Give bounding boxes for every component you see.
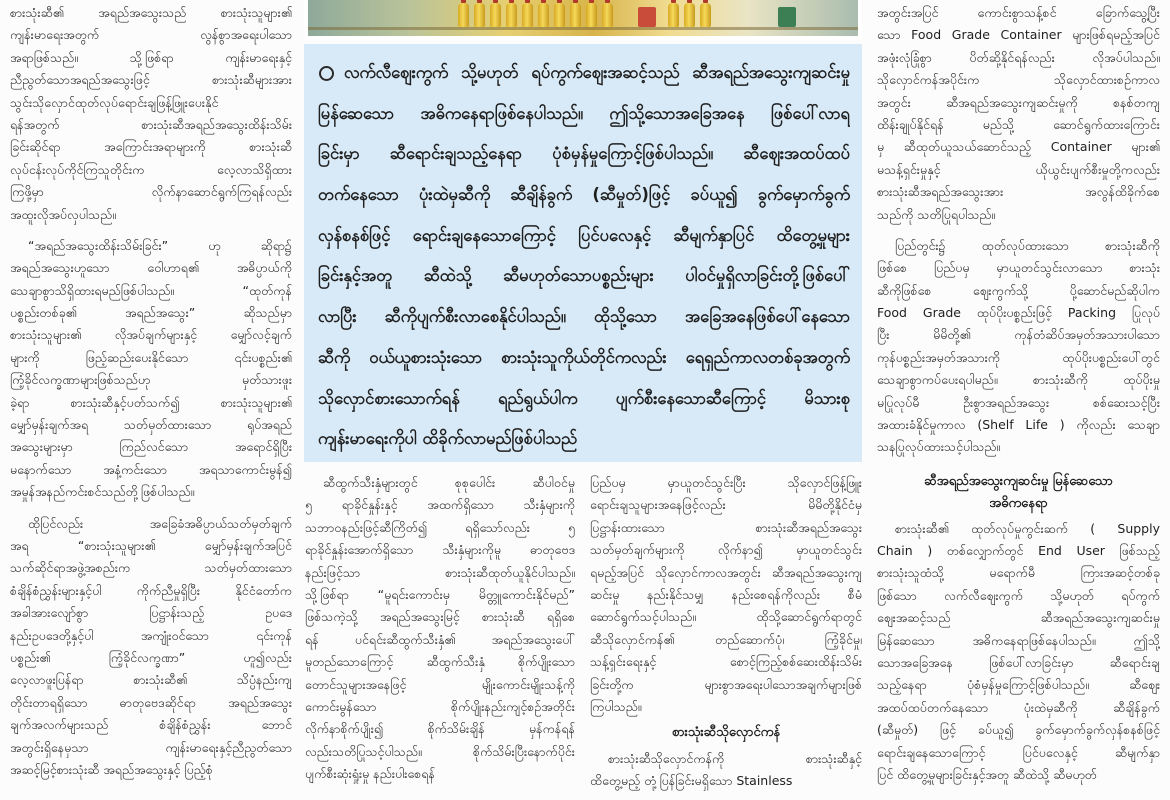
text-line: လက်လီဈေးကွက် သို့မဟုတ် ရပ်ကွက်ဈေးအဆင့်သည် ဆီအရည်အသွေးကျဆင်းမှု — [344, 63, 850, 82]
text-line: ရာခိုင်နှုန်းအောက်ရှိသော သီးနှံများကိုမူ ဓာတုဗေဒ — [305, 542, 575, 558]
text-line: “အရည်အသွေးထိန်းသိမ်းခြင်း” ဟု ဆိုရာ၌ — [28, 237, 292, 253]
text-line: တောင်သူများအနေဖြင့် မျိုးကောင်းမျိုးသန့်ကို — [305, 676, 575, 692]
text-line: မှ ဆီထုတ်ယူသယ်ဆောင်သည့် Container များ၏ — [877, 139, 1160, 155]
text-line: နည်းဖြင့်သာ စားသုံးဆီထုတ်ယူနိုင်ပါသည်။ — [305, 564, 575, 580]
text-line: ကြဖို့မှာ လိုက်နာဆောင်ရွက်ကြရန်လည်း — [10, 184, 292, 200]
text-line: ဆီကို ဝယ်ယူစားသုံးသော စားသုံးသူကိုယ်တိုင်ကလည်း ရေရှည်ကာလတစ်ခုအတွက် — [318, 347, 850, 367]
text-line: စားသုံးဆီသိုလှောင်ကန်ကို စားသုံးဆီနှင့် — [608, 750, 862, 766]
oil-bottle-shape — [458, 3, 469, 27]
text-line: အထားခံနိုင်မှုကာလ (Shelf Life ) ကိုလည်း သေချာ — [877, 417, 1160, 433]
oil-bottle-shape — [570, 3, 581, 27]
middle-left-column — [305, 472, 575, 798]
text-line: လိုက်နာစိုက်ပျိုး၍ စိုက်သိမ်းချိန် မှန်ကန်ရန် — [305, 721, 575, 737]
paragraph — [877, 235, 1160, 459]
text-line: မြန်ဆေသော အဓိကနေရာဖြစ်နေပါသည်။ ဤသို့ — [877, 632, 1160, 648]
text-line: သိုလှောင်ကန်အပိုင်းက သိုလှောင်ထားစဉ်ကာလ — [877, 72, 1160, 88]
text-line: ကြပါသည်။ — [590, 698, 642, 714]
article-photo — [304, 0, 862, 40]
text-line: ချက်အလက်များသည် စံချိန်စံညွှန်း ဘောင် — [10, 717, 292, 733]
text-line: ရန် ပင်ရင်းဆီထွက်သီးနှံ၏ အရည်အသွေးပေါ် — [305, 631, 575, 647]
text-line: တိုင်းတာရရှိသော ဓာတုဗေဒဆိုင်ရာ အရည်အသွေး — [10, 694, 292, 710]
text-line: ခြင်းတို့က များစွာအရေးပါသောအချက်များဖြစ် — [590, 676, 862, 692]
oil-bottle-shape — [700, 3, 711, 27]
text-line: သို့ဖြစ်ရာ “မူရင်းကောင်းမှ မိတ္တူကောင်းနိုင်မည်” — [305, 586, 575, 602]
text-line: ဆင်းမှု နည်းနိုင်သမျှ နည်းစေရန်ကိုလည်း စီမံ — [590, 586, 862, 602]
text-line: ဖြစ်စေ ပြည်ပမှ မှာယူတင်သွင်းလာသော စားသုံး — [877, 260, 1160, 276]
text-line: သည့်နေရာ ပုံစံမှန်မှုကြောင့်ဖြစ်ပါသည်။ ဆီဈေး — [877, 677, 1160, 693]
text-line: ရောင်းချသူများအနေဖြင့်လည်း မိမိတို့နိုင်ငံမှ — [590, 497, 862, 513]
text-line: သေချာစွာသိရှိထားရမည်ဖြစ်ပါသည်။ “ထုတ်ကုန် — [10, 282, 292, 298]
text-line: ပြဋ္ဌာန်းထားသော စားသုံးဆီအရည်အသွေး — [590, 519, 862, 535]
text-line: ပြည်တွင်း၌ ထုတ်လုပ်ထားသော စားသုံးဆီကို — [895, 237, 1160, 253]
text-line: အထူးလိုအပ်လှပါသည်။ — [10, 206, 117, 222]
paragraph — [10, 2, 292, 226]
text-line: ဆီကိုဖြစ်စေ ဈေးကွက်သို့ ပို့ဆောင်မည်ဆိုပါက — [877, 282, 1160, 298]
text-line: ပျက်စီးဆုံးရှုံးမှု နည်းပါးစေရန် — [305, 766, 435, 782]
text-line: မနောက်သော အနံ့ကင်းသော အရသာကောင်းမွန်၍ — [10, 461, 292, 477]
text-line: ခြင်းမှာ ဆီရောင်းချသည့်နေရာ ပုံစံမှန်မှုကြောင့်ဖြစ်ပါသည်။ ဆီဈေးအထပ်ထပ် — [318, 144, 850, 164]
text-line: တက်နေသော ပုံးထဲမှဆီကို ဆီချိန်ခွက် (ဆီမှုတ်)ဖြင့် ခပ်ယူ၍ ခွက်မှောက်ခွက် — [318, 185, 850, 205]
text-line: သောအခြေအနေ ဖြစ်ပေါ်လာခြင်းမှာ ဆီရောင်းချ — [877, 654, 1160, 670]
text-line: သနပြုလုပ်ထားသင့်ပါသည်။ — [877, 439, 1001, 455]
text-line: အသွေးများမှာ ကြည်လင်သော အရောင်ရှိပြီး — [10, 439, 292, 455]
oil-bottle-shape — [586, 3, 597, 27]
text-line: သဘာဝနည်းဖြင့်ဆီကြိတ်၍ ရရှိသော်လည်း ၅ — [305, 519, 575, 535]
product-pack-shape — [778, 7, 796, 27]
text-line: ပြည်ပမှ မှာယူတင်သွင်းပြီး သိုလှောင်ဖြန့်ဖြူး — [590, 475, 862, 490]
oil-bottle-shape — [668, 3, 679, 27]
text-line: ပစ္စည်းတစ်ခု၏ အရည်အသွေး” ဆိုသည်မှာ — [10, 305, 292, 321]
text-line: သတ်မှတ်ချက်များကို လိုက်နာ၍ မှာယူတင်သွင်း — [590, 542, 862, 558]
text-line: လုပ်ငန်းလုပ်ကိုင်ကြသူတိုင်းက လေ့လာသိရှိထား — [10, 161, 292, 177]
text-line: အတွင်းရှိနေမှသာ ကျန်းမာရေးနှင့်ညီညွတ်သော — [10, 739, 292, 755]
text-line: စားသုံးဆီ၏ ထုတ်လုပ်မှုကွင်းဆက် ( Supply — [895, 520, 1160, 536]
text-line: ပြီး မိမိတို့၏ ကုန်တံဆိပ်အမှတ်အသားပါသော — [877, 327, 1160, 343]
oil-bottle-shape — [554, 3, 565, 27]
left-column — [10, 2, 292, 798]
text-line: သည်ကို သတိပြုရပါသည်။ — [877, 206, 996, 222]
text-line: ခဲ့ရာ စားသုံးဆီနှင့်ပတ်သက်၍ စားသုံးသူများ၏ — [10, 394, 292, 410]
text-line: အရည်အသွေးဟူသော ဝေါဟာရ၏ အဓိပ္ပာယ်ကို — [10, 260, 292, 276]
highlight-callout-box — [304, 44, 862, 462]
text-line: ကျန်းမာရေးကိုပါ ထိခိုက်လာမည်ဖြစ်ပါသည် — [318, 429, 578, 449]
text-line: ရမည့်အပြင် သိုလှောင်ကာလအတွင်း ဆီအရည်အသွေးကျ — [590, 564, 862, 580]
text-line: Food Grade ထုပ်ပိုးပစ္စည်းဖြင့် Packing ပြုလုပ် — [877, 305, 1160, 321]
text-line: ဆီသိုလှောင်ကန်၏ တည်ဆောက်ပုံ၊ ကြံ့ခိုင်မှု၊ — [590, 631, 862, 647]
text-line: မူတည်သောကြောင့် ဆီထွက်သီးနှံ စိုက်ပျိုးသော — [305, 654, 575, 670]
text-line: ဆီထွက်သီးနှံများတွင် စုစုပေါင်း ဆီပါဝင်မှု — [323, 475, 575, 490]
text-line: စားသုံးဆီအရည်အသွေးအား အလွန်ထိခိုက်စေ — [877, 184, 1160, 200]
text-line: မပြုလုပ်မီ ဦးစွာအရည်အသွေး စစ်ဆေးသင့်ပြီး — [877, 394, 1160, 410]
circle-bullet-icon — [319, 66, 334, 81]
text-line: အခါအားလျော်စွာ ပြဋ္ဌာန်းသည့် ဥပဒေ — [10, 605, 292, 621]
text-line: ညီညွတ်သောအရည်အသွေးဖြင့် စားသုံးဆီများအား — [10, 72, 292, 88]
text-line: လည်းသတိပြုသင့်ပါသည်။ စိုက်သိမ်းပြီးနောက်ပိုင်း — [305, 743, 575, 759]
text-line: မျှော်မှန်းချက်အရ သတ်မှတ်ထားသော ရုပ်အရည် — [10, 417, 292, 433]
text-line: ရောင်းချနေသောကြောင့် ပြင်ပလေနှင့် ဆီမျက်နှာ — [877, 744, 1160, 760]
text-line: စားသုံးသူထံသို့ မရောက်မီ ကြားအဆင့်တစ်ခု — [877, 565, 1160, 581]
text-line: နည်းဥပဒေတို့နှင့်ပါ အကျုံးဝင်သော ၎င်းကုန် — [10, 627, 292, 643]
oil-bottle-shape — [506, 3, 517, 27]
paragraph — [590, 748, 862, 793]
text-line: ခြင်းနှင့်အတူ ဆီထဲသို့ ဆီမဟုတ်သောပစ္စည်းများ ပါဝင်မှုရှိလာခြင်းတို့ဖြစ်ပေါ် — [318, 266, 850, 286]
callout-text — [318, 53, 850, 460]
text-line: ဖြစ်သော လက်လီဈေးကွက် သို့မဟုတ် ရပ်ကွက် — [877, 587, 1160, 603]
paragraph — [305, 472, 575, 785]
text-line: ဈေးအဆင့်သည် ဆီအရည်အသွေးကျဆင်းမှု — [877, 610, 1160, 626]
text-line: များကို ဖြည့်ဆည်းပေးနိုင်သော ၎င်းပစ္စည်း၏ — [10, 349, 292, 365]
text-line: သန့်ရှင်းရေးနှင့် စောင့်ကြည့်စစ်ဆေးထိန်းသိမ်း — [590, 654, 862, 670]
text-line: မြန်ဆေသော အဓိကနေရာဖြစ်နေပါသည်။ ဤသို့သောအခြေအနေ ဖြစ်ပေါ်လာရ — [318, 103, 850, 123]
text-line: ထိတွေ့မည့် တုံ့ပြန်ခြင်းမရှိသော Stainless — [590, 773, 793, 789]
text-line: သက်ဆိုင်ရာအဖွဲ့အစည်းက သတ်မှတ်ထားသော — [10, 560, 292, 576]
text-line: ကျန်းမာရေးအတွက် လွန်စွာအရေးပါသော — [10, 27, 292, 43]
text-line: ပြင် ထိတွေ့မှုများခြင်းနှင့်အတူ ဆီထဲသို့ ဆီမဟုတ် — [877, 766, 1097, 782]
text-line: အရ “စားသုံးသူများ၏ မျှော်မှန်းချက်အပြင် — [10, 537, 292, 553]
oil-bottle-shape — [538, 3, 549, 27]
text-line: (ဆီမှုတ်) ဖြင့် ခပ်ယူ၍ ခွက်မှောက်ခွက်လှန်စနစ်ဖြင့် — [877, 722, 1160, 738]
text-line: ကြံ့ခိုင်လက္ခဏာများဖြစ်သည်ဟု မှတ်သားဖူး — [10, 372, 292, 388]
text-line: သိုလှောင်စားသောက်ရန် ရည်ရွယ်ပါက ပျက်စီးနေသောဆီကြောင့် မိသားစု — [318, 388, 850, 408]
oil-bottle-shape — [602, 3, 613, 27]
text-line: အရာဖြစ်သည်။ သို့ဖြစ်ရာ ကျန်းမာရေးနှင့် — [10, 49, 292, 65]
text-line: စားသုံးသူများ၏ လိုအပ်ချက်များနှင့် မျှော်လင့်ချက် — [10, 327, 292, 343]
text-line: မသန့်ရှင်းမှုနှင့် ယိုယွင်းပျက်စီးမှုတို့ကလည်း — [877, 161, 1160, 177]
oil-bottle-shape — [522, 3, 533, 27]
paragraph — [590, 472, 862, 718]
text-line: အတွင်း ဆီအရည်အသွေးကျဆင်းမှုကို စနစ်တကျ — [877, 94, 1160, 110]
text-line: အထပ်ထပ်တက်နေသော ပုံးထဲမှဆီကို ဆီချိန်ခွက် — [877, 699, 1160, 715]
text-line: ဖြစ်သကဲ့သို့ အရည်အသွေးမြင့် စားသုံးဆီ ရရှိစေ — [305, 609, 575, 625]
text-line: ၅ ရာခိုင်နှုန်းနှင့် အထက်ရှိသော သီးနှံများကို — [305, 497, 575, 513]
section-heading-line: ဆီအရည်အသွေးကျဆင်းမှု မြန်ဆေသော — [924, 473, 1113, 489]
text-line: လှန်စနစ်ဖြင့် ရောင်းချနေသောကြောင့် ပြင်ပလေနှင့် ဆီမျက်နှာပြင် ထိတွေ့မှုများ — [318, 225, 850, 245]
text-line: အဖုံးလုံခြုံစွာ ပိတ်ဆို့နိုင်ရန်လည်း လိုအပ်ပါသည်။ — [877, 49, 1160, 65]
text-line: လေ့လာဖူးပြန်ရာ စားသုံးဆီ၏ သိပ္ပံနည်းကျ — [10, 672, 292, 688]
oil-bottle-shape — [474, 3, 485, 27]
paragraph — [10, 235, 292, 504]
paragraph — [10, 513, 292, 782]
text-line: အမှုန်အနည်ကင်းစင်သည်တို့ဖြစ်ပါသည်။ — [10, 484, 195, 500]
text-line: အဆင့်မြင့်စားသုံးဆီ အရည်အသွေးနှင့် ပြည့်စုံ — [10, 761, 213, 777]
text-line: အတွင်းအပြင် ကောင်းစွာသန့်စင် ခြောက်သွေ့ပြီး — [877, 5, 1160, 20]
text-line: ထိုပြင်လည်း အခြေခံအဓိပ္ပာယ်သတ်မှတ်ချက် — [28, 515, 292, 531]
text-line: စားသုံးဆီ၏ အရည်အသွေးသည် စားသုံးသူများ၏ — [10, 5, 292, 20]
text-line: ဆောင်ရွက်သင့်ပါသည်။ ထိုသို့ဆောင်ရွက်ရာတွင် — [590, 609, 862, 625]
text-line: ပစ္စည်း၏ ကြံ့ခိုင်လက္ခဏာ” ဟူ၍လည်း — [10, 649, 292, 665]
paragraph — [877, 518, 1160, 787]
text-line: ကောင်းမွန်သော စိုက်ပျိုးနည်းကျင့်စဉ်အတိုင်း — [305, 698, 575, 714]
text-line: ရန်အတွက် စားသုံးဆီအရည်အသွေးထိန်းသိမ်း — [10, 116, 292, 132]
text-line: ခြင်းဆိုင်ရာ အကြောင်းအရာများကို စားသုံးဆီ — [10, 139, 292, 155]
text-line: ကုန်ပစ္စည်းအမှတ်အသားကို ထုပ်ပိုးပစ္စည်းပေါ်တွင် — [877, 349, 1160, 365]
section-heading: စားသုံးဆီသိုလှောင်ကန် — [671, 725, 781, 741]
text-line: သွင်းသိုလှောင်ထုတ်လုပ်ရောင်းချဖြန့်ဖြူးပေးနိုင် — [10, 94, 219, 110]
oil-bottle-shape — [490, 3, 501, 27]
product-pack-shape — [638, 7, 656, 27]
text-line: သော Food Grade Container များဖြစ်ရမည့်အပြင် — [877, 27, 1160, 43]
paragraph — [877, 2, 1160, 226]
middle-right-column — [590, 472, 862, 798]
oil-bottle-shape — [684, 3, 695, 27]
right-column — [877, 2, 1160, 798]
text-line: ထိန်းချုပ်နိုင်ရန် မည်သို့ ဆောင်ရွက်ထားကြောင်း — [877, 116, 1160, 132]
section-heading-line: အဓိကနေရာ — [989, 496, 1048, 512]
text-line: လာပြီး ဆီကိုပျက်စီးလာစေနိုင်ပါသည်။ ထိုသို့သော အခြေအနေဖြစ်ပေါ်နေသော — [318, 307, 850, 327]
section-heading — [877, 471, 1160, 516]
text-line: စံချိန်စံညွှန်းများနှင့်ပါ ကိုက်ညီမှုရှိပြီး နိုင်ငံတော်က — [10, 582, 292, 598]
shelf-edge — [308, 27, 858, 30]
text-line: Chain ) တစ်လျှောက်တွင် End User ဖြစ်သည့် — [877, 542, 1160, 558]
text-line: သေချာစွာကပ်ပေးရပါမည်။ စားသုံးဆီကို ထုပ်ပိုးမှု — [877, 372, 1160, 388]
